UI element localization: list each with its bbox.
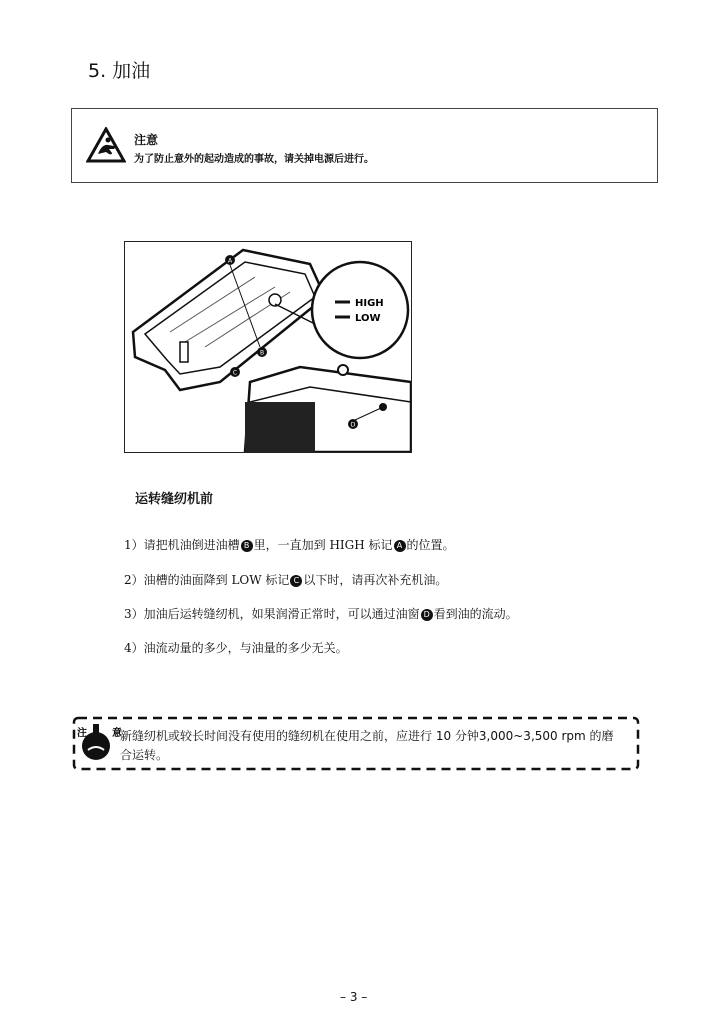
oil-pan-illustration: [124, 241, 412, 453]
step-2: [124, 571, 447, 588]
step-text: 以下时，请再次补充机油。: [303, 573, 448, 587]
low-mark-label: LOW: [355, 313, 381, 324]
step-3: [124, 605, 518, 622]
procedure-heading: 运转缝纫机前: [135, 492, 214, 507]
note-text-line1: 新缝纫机或较长时间没有使用的缝纫机在使用之前，应进行 10 分钟3,000~3,500 rpm 的磨: [120, 729, 614, 743]
note-label-left: 注: [77, 728, 87, 739]
callout-label-d: D: [350, 421, 356, 429]
warning-box: [71, 108, 658, 183]
high-mark-label: HIGH: [355, 298, 384, 309]
note-label-right: 意: [112, 728, 122, 739]
step-text: 油槽的油面降到 LOW 标记: [143, 573, 290, 587]
step-text: 请把机油倒进油槽: [143, 538, 240, 552]
step-number: 1）: [124, 538, 144, 552]
step-text: 看到油的流动。: [433, 607, 518, 621]
marker-b: B: [241, 540, 253, 552]
step-4: [124, 639, 348, 656]
hand-warning-icon: [86, 127, 126, 163]
marker-c: C: [290, 575, 302, 587]
step-text: 的位置。: [406, 538, 455, 552]
step-number: 3）: [124, 607, 144, 621]
step-number: 2）: [124, 573, 144, 587]
step-text: 油流动量的多少，与油量的多少无关。: [143, 641, 348, 655]
warning-text: 为了防止意外的起动造成的事故，请关掉电源后进行。: [134, 154, 374, 165]
step-text: 加油后运转缝纫机，如果润滑正常时，可以通过油窗: [143, 607, 420, 621]
note-text-line2: 合运转。: [120, 748, 169, 762]
page-number: – 3 –: [340, 990, 368, 1004]
callout-label-a: A: [227, 257, 233, 265]
marker-a: A: [394, 540, 406, 552]
step-1: [124, 536, 455, 553]
warning-title: 注意: [134, 133, 159, 147]
callout-label-c: C: [232, 369, 238, 377]
marker-d: D: [421, 609, 433, 621]
step-number: 4）: [124, 641, 144, 655]
section-title: 5. 加油: [88, 60, 151, 82]
callout-label-b: B: [259, 349, 265, 357]
step-text: 里，一直加到 HIGH 标记: [253, 538, 393, 552]
